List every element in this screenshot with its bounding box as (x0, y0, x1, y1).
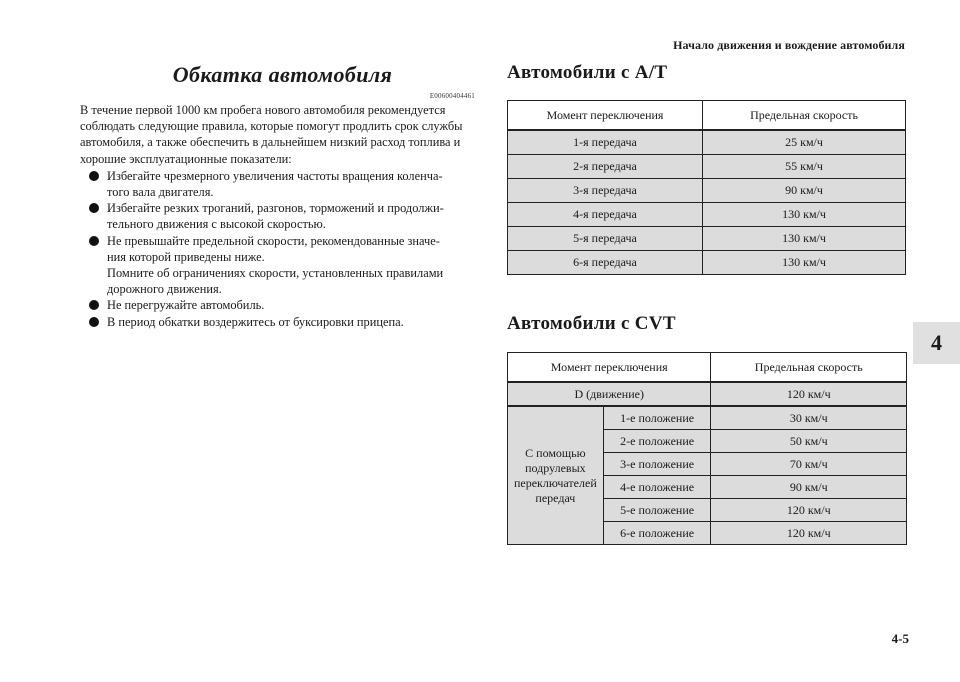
list-item (80, 297, 475, 313)
group-label-line: передач (535, 490, 576, 505)
break-in-section (80, 62, 475, 330)
table-header-row (508, 353, 907, 383)
gear-cell: 2-я передача (508, 155, 703, 179)
table-row (508, 227, 906, 251)
gear-cell: 5-я передача (508, 227, 703, 251)
column-header: Момент переключения (508, 101, 703, 131)
speed-cell: 90 км/ч (703, 179, 906, 203)
speed-cell: 30 км/ч (711, 406, 907, 430)
speed-cell: 130 км/ч (703, 203, 906, 227)
table-row (508, 406, 907, 430)
list-item-line: Избегайте резких троганий, разгонов, торможений и продолжи- (107, 201, 444, 216)
position-cell: 2-е положение (603, 430, 711, 453)
paddle-shifter-group-cell (508, 406, 604, 545)
group-label-line: переключателей (513, 475, 597, 490)
running-head: Начало движения и вождение автомобиля (673, 38, 905, 52)
table-row (508, 251, 906, 275)
list-item (80, 200, 475, 232)
position-cell: 1-е положение (603, 406, 711, 430)
section-code: E00600404461 (429, 92, 475, 100)
position-cell: 5-е положение (603, 499, 711, 522)
list-item (80, 233, 475, 298)
recommendation-list (80, 168, 475, 330)
list-item-line: Помните об ограничениях скорости, установленных правилами (107, 266, 444, 281)
speed-cell: 120 км/ч (711, 382, 907, 406)
column-header: Предельная скорость (711, 353, 907, 383)
speed-cell: 50 км/ч (711, 430, 907, 453)
column-header: Момент переключения (508, 353, 711, 383)
speed-limits-section (507, 62, 907, 545)
table-header-row (508, 101, 906, 131)
table-row (508, 130, 906, 155)
speed-cell: 120 км/ч (711, 499, 907, 522)
table-row (508, 179, 906, 203)
cvt-speed-table (507, 352, 907, 545)
cvt-title: Автомобили с CVT (507, 313, 676, 334)
list-item-line: ния которой приведены ниже. (107, 249, 265, 264)
speed-cell: 130 км/ч (703, 251, 906, 275)
speed-cell: 120 км/ч (711, 522, 907, 545)
list-item-line: того вала двигателя. (107, 185, 214, 200)
speed-cell: 70 км/ч (711, 453, 907, 476)
list-item (80, 314, 475, 330)
at-title: Автомобили с A/T (507, 62, 668, 83)
speed-cell: 130 км/ч (703, 227, 906, 251)
speed-cell: 55 км/ч (703, 155, 906, 179)
speed-cell: 25 км/ч (703, 130, 906, 155)
page-number: 4-5 (891, 631, 909, 646)
bullet-icon (89, 317, 99, 327)
table-row (508, 155, 906, 179)
table-row (508, 382, 907, 406)
speed-cell: 90 км/ч (711, 476, 907, 499)
list-item (80, 168, 475, 200)
gear-cell: 4-я передача (508, 203, 703, 227)
list-item-line: Избегайте чрезмерного увеличения частоты вращения коленча- (107, 168, 443, 183)
list-item-line: Не перегружайте автомобиль. (107, 298, 265, 313)
bullet-icon (89, 171, 99, 181)
group-label-line: подрулевых (525, 460, 586, 475)
position-cell: 4-е положение (603, 476, 711, 499)
list-item-line: В период обкатки воздержитесь от буксировки прицепа. (107, 314, 404, 329)
list-item-line: Не превышайте предельной скорости, рекомендованные значе- (107, 233, 440, 248)
drive-mode-cell: D (движение) (508, 382, 711, 406)
position-cell: 6-е положение (603, 522, 711, 545)
gear-cell: 6-я передача (508, 251, 703, 275)
gear-cell: 3-я передача (508, 179, 703, 203)
section-title: Обкатка автомобиля (172, 62, 393, 87)
column-header: Предельная скорость (703, 101, 906, 131)
chapter-tab: 4 (913, 322, 960, 364)
bullet-icon (89, 203, 99, 213)
list-item-line: дорожного движения. (107, 282, 222, 297)
bullet-icon (89, 300, 99, 310)
position-cell: 3-е положение (603, 453, 711, 476)
group-label-line: С помощью (525, 445, 586, 460)
table-row (508, 203, 906, 227)
gear-cell: 1-я передача (508, 130, 703, 155)
at-speed-table (507, 100, 906, 275)
bullet-icon (89, 236, 99, 246)
list-item-line: тельного движения с высокой скоростью. (107, 217, 326, 232)
intro-paragraph: В течение первой 1000 км пробега нового автомобиля рекомендуется соблюдать следующие правила, которые помогут продлить срок службы автомобиля, а также обеспечить в дальнейшем низкий расход топлива и хорошие эксплуатационные показатели: (80, 103, 463, 166)
